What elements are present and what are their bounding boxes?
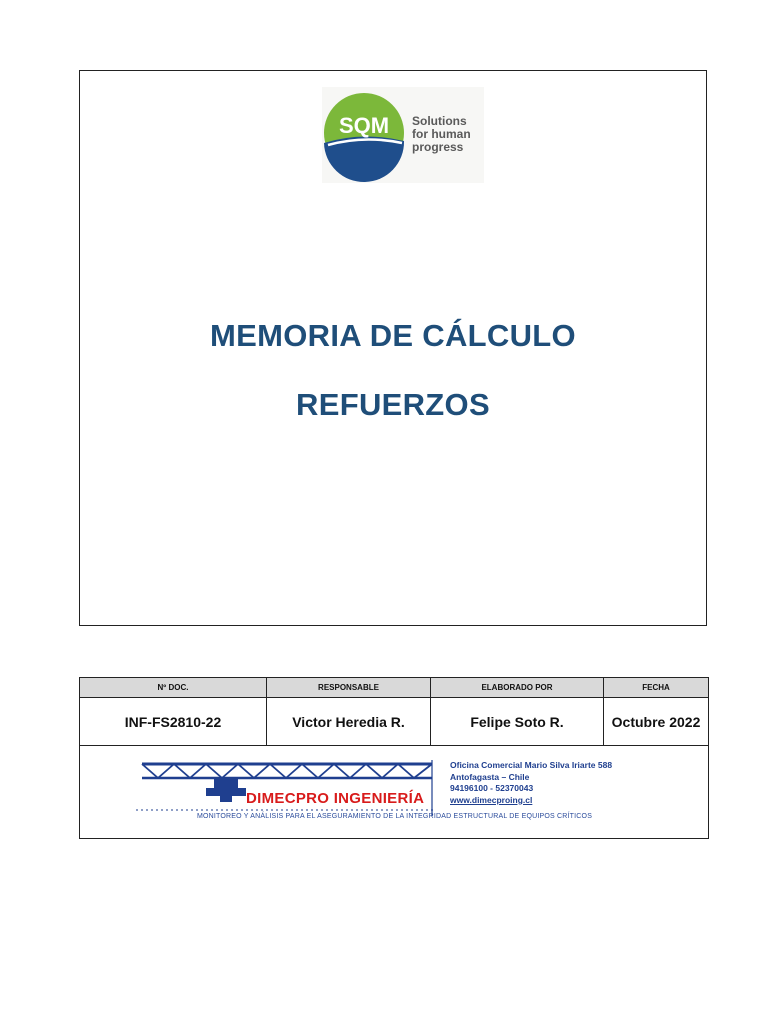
truss-crane-icon — [136, 760, 436, 816]
sqm-tagline-line: progress — [412, 140, 464, 154]
doc-number-value: INF-FS2810-22 — [80, 698, 267, 746]
contact-address: Oficina Comercial Mario Silva Iriarte 588 — [450, 760, 613, 770]
sqm-brand-text: SQM — [338, 113, 390, 138]
dimecpro-banner — [80, 746, 709, 838]
sqm-tagline-line: for human — [412, 127, 471, 141]
prepared-by-value: Felipe Soto R. — [431, 698, 604, 746]
cover-frame — [79, 70, 707, 626]
header-prepared-by: ELABORADO POR — [431, 678, 604, 698]
header-date: FECHA — [604, 678, 709, 698]
document-title: MEMORIA DE CÁLCULO — [210, 318, 576, 353]
table-header-row — [80, 678, 709, 698]
table-value-row — [80, 698, 709, 746]
responsible-value: Victor Heredia R. — [267, 698, 431, 746]
sqm-tagline — [412, 115, 484, 154]
company-footer — [80, 746, 709, 839]
sqm-logo — [322, 87, 484, 183]
contact-city: Antofagasta – Chile — [450, 771, 530, 782]
contact-phone: 94196100 - 52370043 — [450, 783, 534, 793]
contact-website-link[interactable]: www.dimecproing.cl — [450, 794, 533, 805]
company-tagline: MONITOREO Y ANÁLISIS PARA EL ASEGURAMIENTO DE LA INTEGRIDAD ESTRUCTURAL DE EQUIPOS CRÍTICOS — [196, 813, 593, 820]
header-doc-number: Nº DOC. — [80, 678, 267, 698]
sqm-tagline-line: Solutions — [412, 114, 467, 128]
company-name: DIMECPRO INGENIERÍA — [246, 790, 425, 807]
header-responsible: RESPONSABLE — [267, 678, 431, 698]
document-subtitle: REFUERZOS — [296, 387, 490, 422]
document-info-table — [79, 677, 709, 839]
table-footer-row — [80, 746, 709, 839]
date-value: Octubre 2022 — [604, 698, 709, 746]
company-contact — [450, 760, 612, 806]
sqm-logo-mark — [322, 87, 412, 183]
